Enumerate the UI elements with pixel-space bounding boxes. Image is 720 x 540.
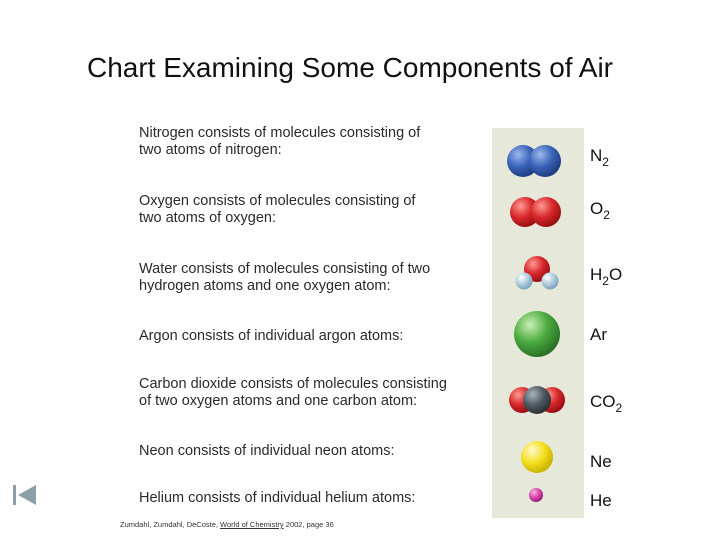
formula-subscript: 2	[602, 274, 609, 288]
formula-symbol: Ne	[590, 452, 612, 471]
description-line: Helium consists of individual helium atoms:	[139, 490, 416, 506]
row-argon-description	[139, 328, 489, 345]
description-line: two atoms of nitrogen:	[139, 142, 282, 158]
oxygen-molecule-icon	[508, 194, 566, 230]
helium-atom-icon	[527, 486, 545, 504]
row-oxygen-formula	[590, 199, 610, 222]
formula-subscript: 2	[603, 208, 610, 222]
back-to-start-icon[interactable]	[12, 484, 38, 506]
description-line: Carbon dioxide consists of molecules consisting	[139, 376, 447, 392]
formula-symbol: Ar	[590, 325, 607, 344]
description-line: Water consists of molecules consisting of two	[139, 261, 431, 277]
row-carbon-dioxide-formula	[590, 392, 622, 415]
description-line: Nitrogen consists of molecules consisting of	[139, 125, 421, 141]
source-credit	[120, 520, 334, 529]
credit-authors: Zumdahl, Zumdahl, DeCoste,	[120, 520, 221, 529]
description-line: Oxygen consists of molecules consisting of	[139, 193, 416, 209]
row-oxygen-description	[139, 193, 489, 227]
argon-atom-icon	[512, 309, 562, 359]
formula-subscript: 2	[615, 401, 623, 415]
formula-symbol: O	[590, 199, 604, 218]
description-line: two atoms of oxygen:	[139, 210, 277, 226]
row-neon-description	[139, 443, 489, 460]
formula-symbol: CO	[590, 392, 616, 411]
neon-atom-icon	[519, 439, 555, 475]
formula-symbol: He	[590, 491, 612, 510]
row-carbon-dioxide-description	[139, 376, 489, 410]
page-title: Chart Examining Some Components of Air	[86, 52, 614, 83]
row-helium-formula	[590, 491, 612, 514]
formula-symbol: N	[590, 146, 603, 165]
nitrogen-molecule-icon	[505, 143, 565, 179]
formula-tail: O	[608, 265, 623, 284]
description-line: of two oxygen atoms and one carbon atom:	[139, 393, 418, 409]
credit-page: 2002, page 36	[283, 520, 334, 529]
description-line: hydrogen atoms and one oxygen atom:	[139, 278, 391, 294]
water-molecule-icon	[513, 254, 561, 294]
row-argon-formula	[590, 325, 607, 348]
formula-subscript: 2	[602, 155, 609, 169]
row-water-description	[139, 261, 489, 295]
formula-symbol: H	[590, 265, 603, 284]
carbon-dioxide-molecule-icon	[508, 380, 566, 420]
row-nitrogen-description	[139, 125, 489, 159]
row-water-formula	[590, 265, 622, 288]
description-line: Argon consists of individual argon atoms:	[139, 328, 404, 344]
description-line: Neon consists of individual neon atoms:	[139, 443, 395, 459]
row-helium-description	[139, 490, 489, 507]
row-nitrogen-formula	[590, 146, 609, 169]
credit-book-title: World of Chemistry	[220, 520, 284, 529]
row-neon-formula	[590, 452, 612, 475]
